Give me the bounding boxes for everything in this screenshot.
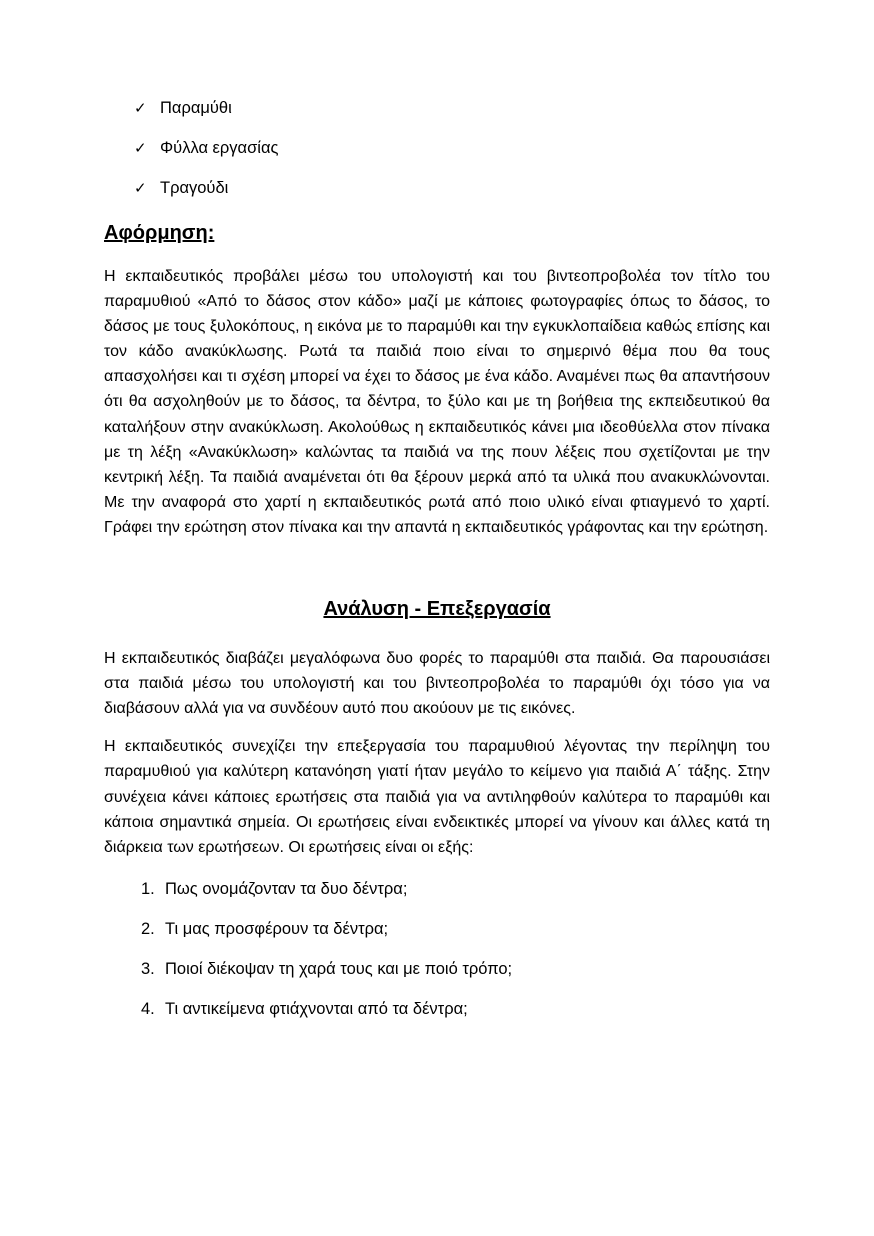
question-number: 2. <box>141 919 155 938</box>
checkmark-icon: ✓ <box>134 140 147 157</box>
materials-checklist <box>104 100 770 197</box>
section-heading-aformisi: Αφόρμηση: <box>104 222 215 244</box>
question-number: 1. <box>141 879 155 898</box>
checkmark-icon: ✓ <box>134 180 147 197</box>
paragraph-analysi-1: Η εκπαιδευτικός διαβάζει μεγαλόφωνα δυο φορές το παραμύθι στα παιδιά. Θα παρουσιάσει στα παιδιά μέσω του υπολογιστή και του βιντεοπροβολέα το παραμύθι όχι τόσο για να διαβάσουν αλλά για να συνδέουν αυτό που ακούουν με τις εικόνες. <box>104 650 770 718</box>
question-item <box>141 917 770 942</box>
question-item <box>141 957 770 982</box>
checklist-item-label: Φύλλα εργασίας <box>160 139 279 157</box>
paragraph-aformisi: Η εκπαιδευτικός προβάλει μέσω του υπολογιστή και του βιντεοπροβολέα τον τίτλο του παραμυθιού «Από το δάσος στον κάδο» μαζί με κάποιες φωτογραφίες όπως το δάσος, το δάσος με τους ξυλοκόπους, η εικόνα με το παραμύθι και την εγκυκλοπαίδεια καθώς επίσης και τον κάδο ανακύκλωσης. Ρωτά τα παιδιά ποιο είναι το σημερινό θέμα που θα τους απασχολήσει και τι σχέση μπορεί να έχει το δάσος με ένα κάδο. Αναμένει πως θα απαντήσουν ότι θα ασχοληθούν με το δάσος, τα δέντρα, το ξύλο και με τη βοήθεια της εκπειδευτικού θα καταλήξουν στην ανακύκλωση. Ακολούθως η εκπαιδευτικός κάνει μια ιδεοθύελλα στον πίνακα με τη λέξη «Ανακύκλωση» καλώντας τα παιδιά να της πουν λέξεις που σχετίζονται με την κεντρική λέξη. Τα παιδιά αναμένεται ότι θα ξέρουν μερκά από τα υλικά που ανακυκλώνονται. Με την αναφορά στο χαρτί η εκπαιδευτικός ρωτά από ποιο υλικό είναι φτιαγμενό το χαρτί. Γράφει την ερώτηση στον πίνακα και την απαντά η εκπαιδευτικός γράφοντας και την ερώτηση. <box>104 268 770 536</box>
question-text: Τι μας προσφέρουν τα δέντρα; <box>165 919 389 938</box>
section-heading-analysi: Ανάλυση - Επεξεργασία <box>323 598 551 621</box>
checklist-item-label: Παραμύθι <box>160 99 232 117</box>
questions-list <box>104 877 770 1022</box>
checklist-item <box>134 100 770 117</box>
question-item <box>141 877 770 902</box>
checklist-item <box>134 140 770 157</box>
question-text: Τι αντικείμενα φτιάχνονται από τα δέντρα; <box>165 999 468 1018</box>
checkmark-icon: ✓ <box>134 100 147 117</box>
checklist-item-label: Τραγούδι <box>160 179 229 197</box>
question-text: Πως ονομάζονταν τα δυο δέντρα; <box>165 879 408 898</box>
question-item <box>141 997 770 1022</box>
checklist-item <box>134 180 770 197</box>
question-number: 3. <box>141 959 155 978</box>
question-number: 4. <box>141 999 155 1018</box>
paragraph-analysi-2: Η εκπαιδευτικός συνεχίζει την επεξεργασία του παραμυθιού λέγοντας την περίληψη του παραμυθιού για καλύτερη κατανόηση γιατί ήταν μεγάλο το κείμενο για παιδιά Α΄ τάξης. Στην συνέχεια κάνει κάποιες ερωτήσεις στα παιδιά για να αντιληφθούν καλύτερα το παραμύθι και κάποια σημαντικά σημεία. Οι ερωτήσεις είναι ενδεικτικές μπορεί να γίνουν και άλλες κατά τη διάρκεια των ερωτήσεων. Οι ερωτήσεις είναι οι εξής: <box>104 738 770 856</box>
question-text: Ποιοί διέκοψαν τη χαρά τους και με ποιό τρόπο; <box>165 959 513 978</box>
